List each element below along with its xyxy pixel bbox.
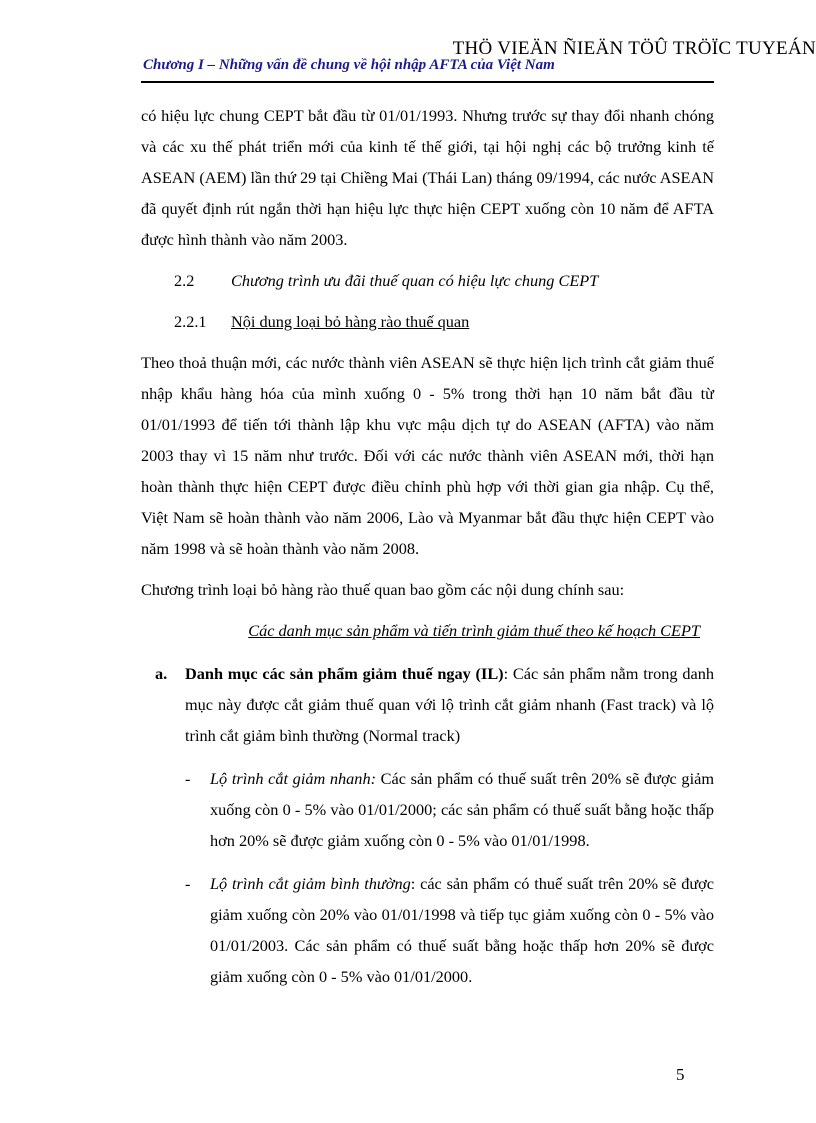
subheading-product-lists: Các danh mục sản phẩm và tiến trình giảm thuế theo kế hoạch CEPT <box>248 621 700 640</box>
paragraph-3: Chương trình loại bỏ hàng rào thuế quan bao gồm các nội dung chính sau: <box>141 580 625 599</box>
dash-item-lead: Lộ trình cắt giảm nhanh: <box>210 769 377 788</box>
section-heading-2-2 <box>141 265 714 296</box>
section-number: 2.2 <box>174 271 195 290</box>
list-item-a <box>141 658 714 751</box>
dash-item-normal-track <box>141 868 714 992</box>
list-item-text: : Các sản phẩm nằm trong danh mục này được cắt giảm thuế quan với lộ trình cắt giảm nhanh (Fast track) và lộ trình cắt giảm bình thường (Normal track) <box>185 664 714 745</box>
dash-marker: - <box>185 769 191 788</box>
dash-item-text: : các sản phẩm có thuế suất trên 20% sẽ được giảm xuống còn 20% vào 01/01/1998 và tiếp tục giảm xuống còn 0 - 5% vào 01/01/2003. Các sản phẩm có thuế suất bằng hoặc thấp hơn 20% sẽ được giảm xuống còn 0 - 5% vào 01/01/2000. <box>210 874 714 986</box>
paragraph-1: có hiệu lực chung CEPT bắt đầu từ 01/01/1993. Nhưng trước sự thay đổi nhanh chóng và các xu thế phát triển mới của kinh tế thế giới, tại hội nghị các bộ trưởng kinh tế ASEAN (AEM) lần thứ 29 tại Chiềng Mai (Thái Lan) tháng 09/1994, các nước ASEAN đã quyết định rút ngắn thời hạn hiệu lực thực hiện CEPT xuống còn 10 năm để AFTA được hình thành vào năm 2003. <box>141 106 714 249</box>
dash-item-fast-track <box>141 763 714 856</box>
section-title: Chương trình ưu đãi thuế quan có hiệu lực chung CEPT <box>231 271 599 290</box>
library-watermark: THÖ VIEÄN ÑIEÄN TÖÛ TRÖÏC TUYEÁN <box>452 38 816 59</box>
section-title: Nội dung loại bỏ hàng rào thuế quan <box>231 312 470 331</box>
paragraph-2: Theo thoả thuận mới, các nước thành viên ASEAN sẽ thực hiện lịch trình cắt giảm thuế nhập khẩu hàng hóa của mình xuống 0 - 5% trong thời hạn 10 năm bắt đầu từ 01/01/1993 để tiến tới thành lập khu vực mậu dịch tự do ASEAN (AFTA) vào năm 2003 thay vì 15 năm như trước. Đối với các nước thành viên ASEAN mới, thời hạn hoàn thành thực hiện CEPT được điều chỉnh phù hợp với thời gian gia nhập. Cụ thể, Việt Nam sẽ hoàn thành vào năm 2006, Lào và Myanmar bắt đầu thực hiện CEPT vào năm 1998 và sẽ hoàn thành vào năm 2008. <box>141 353 714 558</box>
list-marker: a. <box>155 664 168 683</box>
header-divider <box>141 81 714 83</box>
list-item-lead: Danh mục các sản phẩm giảm thuế ngay (IL) <box>185 664 504 683</box>
dash-item-lead: Lộ trình cắt giảm bình thường <box>210 874 411 893</box>
page-number: 5 <box>676 1065 685 1084</box>
chapter-header: Chương I – Những vấn đề chung về hội nhập AFTA của Việt Nam <box>143 57 555 73</box>
dash-marker: - <box>185 874 191 893</box>
dash-item-text: Các sản phẩm có thuế suất trên 20% sẽ được giảm xuống còn 0 - 5% vào 01/01/2000; các sản phẩm có thuế suất bằng hoặc thấp hơn 20% sẽ được giảm xuống còn 0 - 5% vào 01/01/1998. <box>210 769 714 850</box>
page-body <box>141 100 714 992</box>
section-number: 2.2.1 <box>174 312 207 331</box>
section-heading-2-2-1 <box>141 306 714 337</box>
